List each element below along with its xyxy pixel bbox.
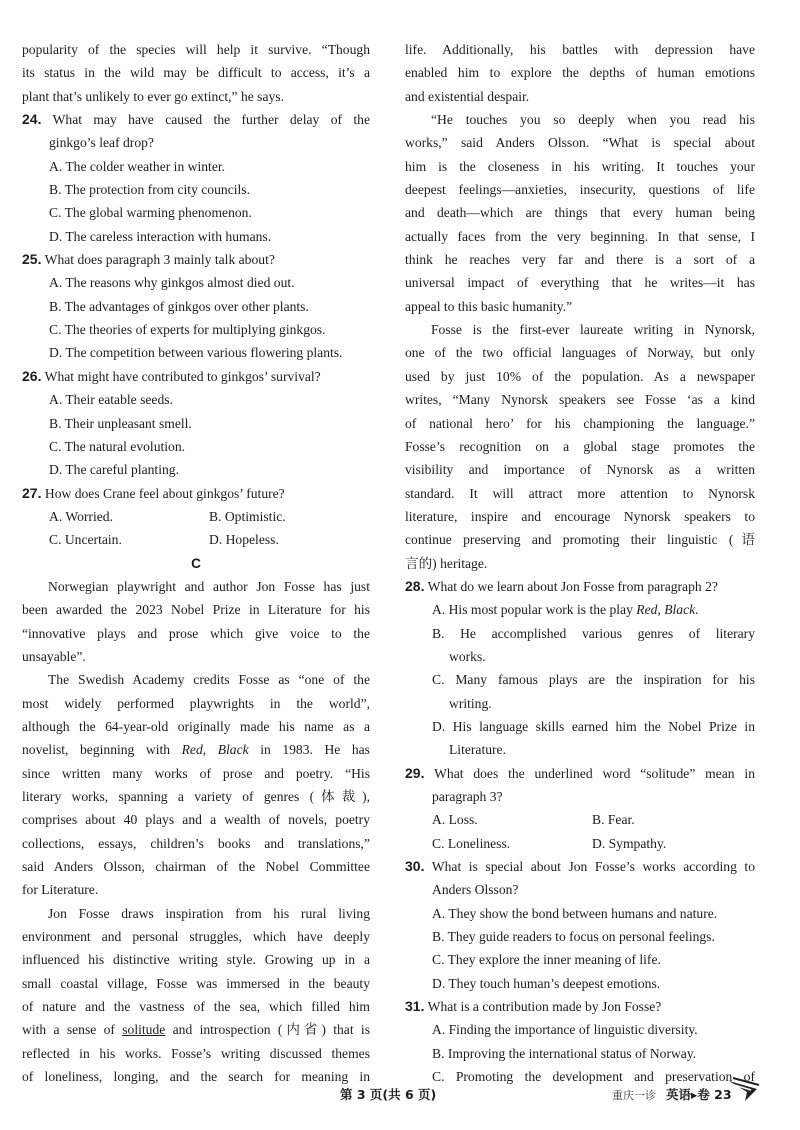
option-row xyxy=(405,832,755,855)
option-row xyxy=(22,505,370,528)
text-line: of nature and the vastness of the sea, which filled him xyxy=(22,999,370,1015)
text-line: been awarded the 2023 Nobel Prize in Literature for his xyxy=(22,602,370,618)
text-line: Norwegian playwright and author Jon Fosse has just xyxy=(48,578,370,594)
text-line: Jon Fosse draws inspiration from his rural living xyxy=(48,905,370,921)
text-line: influenced his distinctive writing style. Growing up in a xyxy=(22,952,370,968)
option-d: D. Sympathy. xyxy=(592,835,667,851)
option-d: D. The careful planting. xyxy=(49,462,179,478)
text-line: for Literature. xyxy=(22,882,99,898)
question-24 xyxy=(22,108,370,131)
text-line: said Anders Olsson, chairman of the Nobel Committee xyxy=(22,859,370,875)
text-line: visibility and importance of Nynorsk as a written xyxy=(405,462,755,478)
text-line: of national hero’ for his championing the language.” xyxy=(405,415,755,431)
text-line: deepest feelings—anxieties, insecurity, questions of life xyxy=(405,182,755,198)
question-number: 24. xyxy=(22,111,42,128)
text-line: most widely performed playwrights in the world”, xyxy=(22,695,370,711)
question-number: 29. xyxy=(405,764,425,781)
text-line: appeal to this basic humanity.” xyxy=(405,298,573,314)
option-d: D. His language skills earned him the Nobel Prize in xyxy=(432,718,755,734)
option-b: B. The advantages of ginkgos over other plants. xyxy=(49,298,309,314)
option-c: C. Promoting the development and preservation of xyxy=(432,1069,755,1085)
text-line: him is the closeness in his writing. It touches your xyxy=(405,158,755,174)
option-row xyxy=(22,528,370,551)
question-29 xyxy=(405,762,755,785)
text-line: plant that’s unlikely to ever go extinct,” he says. xyxy=(22,88,284,104)
question-number: 30. xyxy=(405,858,425,875)
question-text: ginkgo’s leaf drop? xyxy=(49,135,154,151)
work-title: Red, Black xyxy=(181,742,249,758)
text-line xyxy=(22,1018,370,1041)
exam-code: 英语▸卷 23 xyxy=(666,1087,732,1102)
text-line: although the 64-year-old originally made his name as a xyxy=(22,718,370,734)
question-25 xyxy=(22,248,370,271)
section-heading: C xyxy=(191,555,201,571)
option-c: C. Uncertain. xyxy=(49,532,122,548)
text-span: . xyxy=(695,602,699,618)
option-d: D. Hopeless. xyxy=(209,532,279,548)
option-a: A. Finding the importance of linguistic diversity. xyxy=(432,1022,698,1038)
text-line: unsayable”. xyxy=(22,648,86,664)
option-c: C. The theories of experts for multiplying ginkgos. xyxy=(49,322,326,338)
text-line: continue preserving and promoting their linguistic (语 xyxy=(405,532,755,548)
option-b: B. Optimistic. xyxy=(209,508,286,524)
option-a: A. They show the bond between humans and nature. xyxy=(432,905,718,921)
option-b-cont: works. xyxy=(449,648,486,664)
text-line: Fosse is the first-ever laureate writing in Nynorsk, xyxy=(431,322,755,338)
option-a: A. The reasons why ginkgos almost died out. xyxy=(49,275,295,291)
text-line: literature, inspire and encourage Nynorsk speakers to xyxy=(405,508,755,524)
text-line: think he reaches very far and there is a sort of a xyxy=(405,252,755,268)
text-span: A. His most popular work is the play xyxy=(432,602,637,618)
text-line: environment and personal struggles, which have deeply xyxy=(22,929,370,945)
text-line: one of the two official languages of Norway, but only xyxy=(405,345,755,361)
question-number: 28. xyxy=(405,577,425,594)
option-a: A. Their eatable seeds. xyxy=(49,392,173,408)
text-line: literary works, spanning a variety of genres (体裁), xyxy=(22,789,370,804)
option-b: B. Their unpleasant smell. xyxy=(49,415,192,431)
question-text: What may have caused the further delay of the xyxy=(52,112,370,128)
option-a: A. Loss. xyxy=(432,812,478,828)
swoosh-logo-icon xyxy=(727,1075,761,1110)
text-line: universal impact of everything that he writes—it has xyxy=(405,275,755,291)
text-line: standard. It will attract more attention to Nynorsk xyxy=(405,485,755,501)
question-number: 27. xyxy=(22,484,42,501)
text-line: life. Additionally, his battles with depression have xyxy=(405,42,755,57)
text-line: works,” said Anders Olsson. “What is special about xyxy=(405,135,755,151)
option-a xyxy=(405,598,755,621)
option-b: B. He accomplished various genres of literary xyxy=(432,625,755,641)
option-b: B. Improving the international status of Norway. xyxy=(432,1045,697,1061)
question-26 xyxy=(22,365,370,388)
question-number: 25. xyxy=(22,251,42,268)
underlined-word: solitude xyxy=(122,1022,166,1038)
text-line: collections, essays, children’s books and translations,” xyxy=(22,835,370,851)
question-text: What does the underlined word “solitude” mean in xyxy=(434,765,756,781)
option-c: C. The global warming phenomenon. xyxy=(49,205,252,221)
option-c: C. Loneliness. xyxy=(432,835,511,851)
text-line: “innovative plays and prose which give voice to the xyxy=(22,625,370,641)
text-line: “He touches you so deeply when you read his xyxy=(431,112,755,128)
text-line: comprises about 40 plays and a wealth of novels, poetry xyxy=(22,812,370,828)
question-31 xyxy=(405,995,755,1018)
page-footer xyxy=(0,1081,800,1111)
option-b: B. They guide readers to focus on personal feelings. xyxy=(432,929,715,945)
option-d: D. They touch human’s deepest emotions. xyxy=(432,975,661,991)
text-line: Fosse’s recognition on a global stage promotes the xyxy=(405,438,755,454)
question-text: paragraph 3? xyxy=(432,789,503,804)
option-c: C. Many famous plays are the inspiration for his xyxy=(432,672,755,688)
question-text: What is special about Jon Fosse’s works according to xyxy=(431,859,755,875)
question-28 xyxy=(405,575,755,598)
question-text: How does Crane feel about ginkgos’ future? xyxy=(44,485,285,501)
text-line: and death—which are things that every human being xyxy=(405,205,755,221)
text-line: of loneliness, longing, and the search for meaning in xyxy=(22,1069,370,1085)
option-c: C. They explore the inner meaning of life. xyxy=(432,952,661,968)
text-line: its status in the wild may be difficult to access, it’s a xyxy=(22,65,370,81)
text-line: actually faces from the very beginning. In that sense, I xyxy=(405,228,755,244)
question-text: What do we learn about Jon Fosse from paragraph 2? xyxy=(427,578,718,594)
question-text: What does paragraph 3 mainly talk about? xyxy=(44,252,275,268)
question-27 xyxy=(22,482,370,505)
option-a: A. Worried. xyxy=(49,508,113,524)
option-a: A. The colder weather in winter. xyxy=(49,158,226,174)
text-line: since written many works of prose and poetry. “His xyxy=(22,765,370,781)
text-line: popularity of the species will help it survive. “Though xyxy=(22,42,370,57)
question-30 xyxy=(405,855,755,878)
text-line: The Swedish Academy credits Fosse as “one of the xyxy=(48,672,370,688)
question-number: 31. xyxy=(405,998,425,1015)
text-line: and existential despair. xyxy=(405,88,530,104)
text-span: in 1983. He has xyxy=(248,742,370,758)
option-c: C. The natural evolution. xyxy=(49,438,186,454)
option-d: D. The careless interaction with humans. xyxy=(49,228,272,244)
text-span: with a sense of xyxy=(22,1022,123,1038)
left-column xyxy=(22,38,370,1088)
right-column xyxy=(405,38,755,1088)
text-line: used by just 10% of the population. As a newspaper xyxy=(405,368,755,384)
text-line: reflected in his works. Fosse’s writing discussed themes xyxy=(22,1045,370,1061)
text-line: enabled him to explore the depths of human emotions xyxy=(405,65,755,81)
option-b: B. The protection from city councils. xyxy=(49,182,250,198)
question-text: What might have contributed to ginkgos’ survival? xyxy=(44,368,321,384)
text-line xyxy=(22,738,370,761)
question-text: What is a contribution made by Jon Fosse? xyxy=(427,999,662,1015)
option-row xyxy=(405,808,755,831)
option-b: B. Fear. xyxy=(592,812,635,828)
exam-brand: 重庆一诊 xyxy=(612,1089,656,1102)
text-line: small coastal village, Fosse was immersed in the beauty xyxy=(22,975,370,991)
page-number: 第 3 页(共 6 页) xyxy=(340,1087,437,1102)
text-line: 言的) heritage. xyxy=(405,555,488,571)
question-number: 26. xyxy=(22,367,42,384)
option-d-cont: Literature. xyxy=(449,742,506,758)
text-span: novelist, beginning with xyxy=(22,742,182,758)
text-span: and introspection (内省) that is xyxy=(165,1022,370,1038)
question-text: Anders Olsson? xyxy=(432,882,519,898)
text-line: writes, “Many Nynorsk speakers see Fosse ‘as a kind xyxy=(405,392,755,408)
option-d: D. The competition between various flowering plants. xyxy=(49,345,343,361)
option-c-cont: writing. xyxy=(449,695,492,711)
work-title: Red, Black xyxy=(636,602,696,618)
